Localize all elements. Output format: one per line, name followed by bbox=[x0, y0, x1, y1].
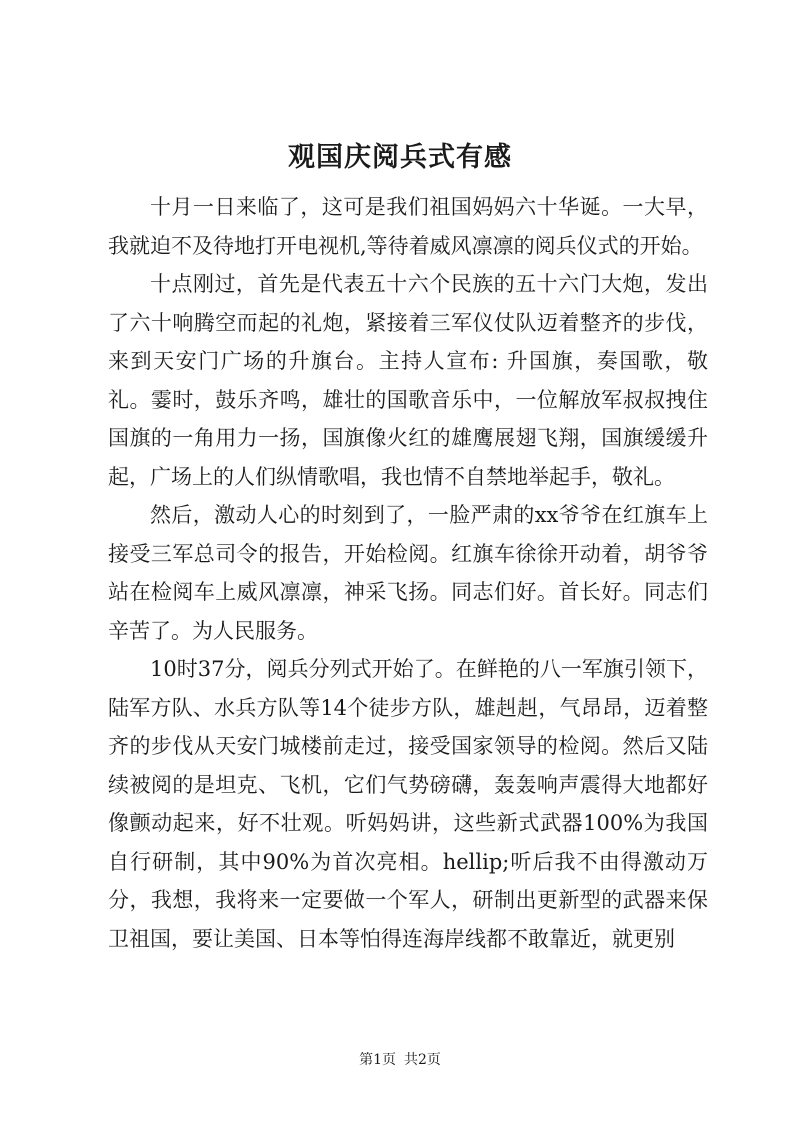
paragraph-3: 然后，激动人心的时刻到了，一脸严肃的xx爷爷在红旗车上接受三军总司令的报告，开始检阅。红旗车徐徐开动着，胡爷爷站在检阅车上威风凛凛，神采飞扬。同志们好。首长好。同志们辛苦了。为人民服务。 bbox=[108, 503, 708, 643]
paragraph-4: 10时37分，阅兵分列式开始了。在鲜艳的八一军旗引领下，陆军方队、水兵方队等14个徒步方队，雄赳赳，气昂昂，迈着整齐的步伐从天安门城楼前走过，接受国家领导的检阅。然后又陆续被阅的是坦克、飞机，它们气势磅礴，轰轰响声震得大地都好像颤动起来，好不壮观。听妈妈讲，这些新式武器100%为我国自行研制，其中90%为首次亮相。hellip;听后我不由得激动万分，我想，我将来一定要做一个军人，研制出更新型的武器来保卫祖国，要让美国、日本等怕得连海岸线都不敢靠近，就更别 bbox=[108, 657, 708, 951]
page-total: 共2页 bbox=[404, 1052, 441, 1068]
page-footer bbox=[0, 1050, 800, 1070]
page-number: 第1页 bbox=[359, 1052, 396, 1068]
paragraph-1: 十月一日来临了，这可是我们祖国妈妈六十华诞。一大早，我就迫不及待地打开电视机,等待着威风凛凛的阅兵仪式的开始。 bbox=[108, 195, 708, 258]
document-body bbox=[108, 188, 708, 958]
paragraph-2: 十点刚过，首先是代表五十六个民族的五十六门大炮，发出了六十响腾空而起的礼炮，紧接着三军仪仗队迈着整齐的步伐，来到天安门广场的升旗台。主持人宣布: 升国旗，奏国歌，敬礼。霎时，鼓乐齐鸣，雄壮的国歌音乐中，一位解放军叔叔拽住国旗的一角用力一扬，国旗像火红的雄鹰展翅飞翔，国旗缓缓升起，广场上的人们纵情歌唱，我也情不自禁地举起手，敬礼。 bbox=[108, 272, 708, 489]
document-title: 观国庆阅兵式有感 bbox=[288, 142, 512, 173]
